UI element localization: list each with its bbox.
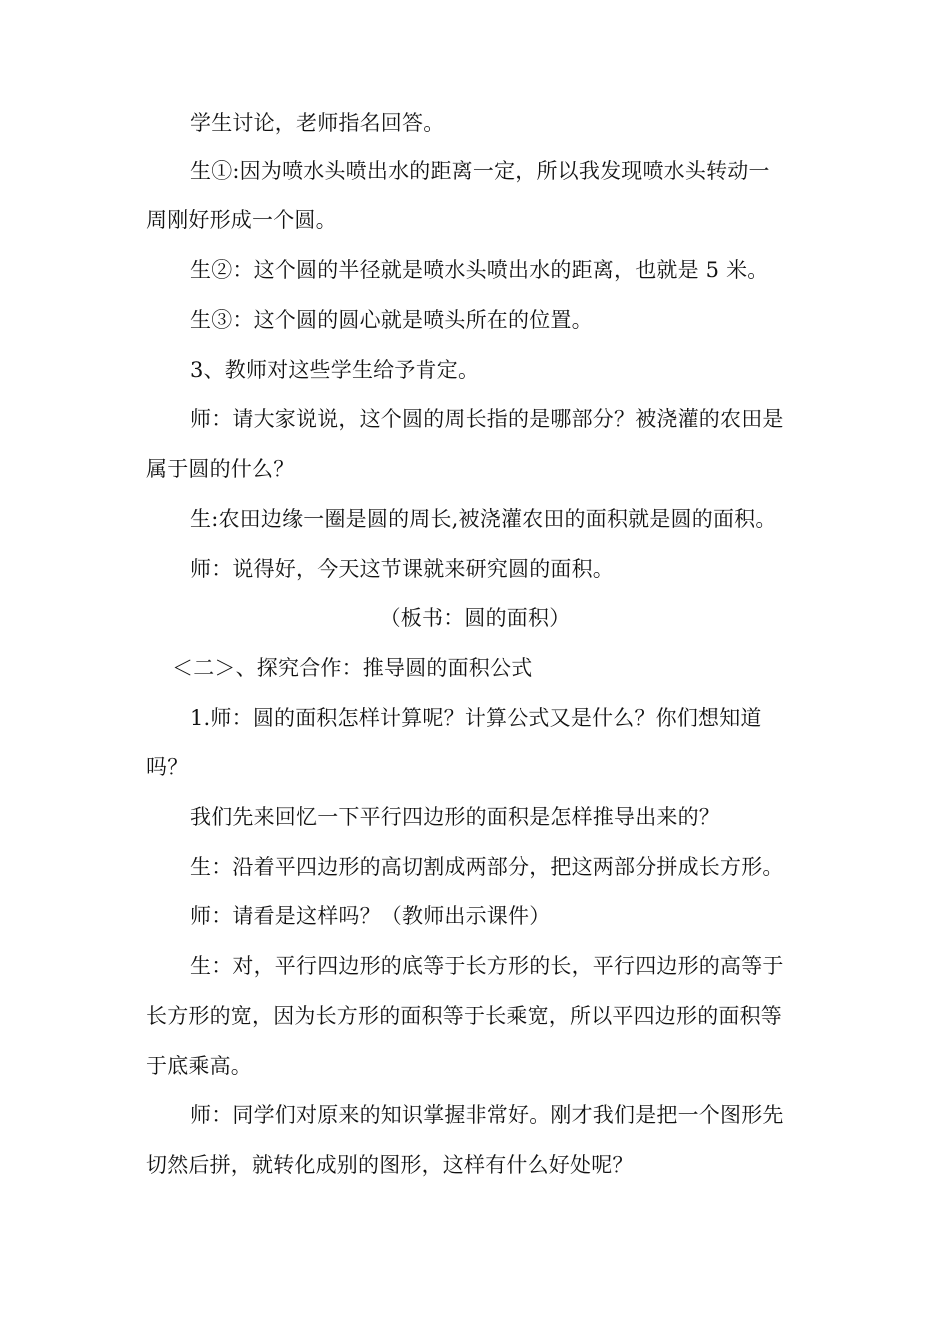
paragraph-line: 3、教师对这些学生给予肯定。 bbox=[190, 358, 480, 382]
paragraph-line: 我们先来回忆一下平行四边形的面积是怎样推导出来的？ bbox=[190, 805, 720, 829]
paragraph-line: 生①:因为喷水头喷出水的距离一定，所以我发现喷水头转动一 bbox=[190, 159, 770, 183]
section-heading: ＜二＞、探究合作：推导圆的面积公式 bbox=[172, 656, 533, 680]
paragraph-line: 师：同学们对原来的知识掌握非常好。刚才我们是把一个图形先 bbox=[190, 1103, 784, 1127]
paragraph-line: 师：请看是这样吗？（教师出示课件） bbox=[190, 904, 551, 928]
paragraph-line: 生③：这个圆的圆心就是喷头所在的位置。 bbox=[190, 308, 593, 332]
paragraph-line: 属于圆的什么？ bbox=[146, 457, 295, 481]
paragraph-line: 于底乘高。 bbox=[146, 1054, 252, 1078]
paragraph-line: 师：说得好，今天这节课就来研究圆的面积。 bbox=[190, 557, 614, 581]
paragraph-line: 学生讨论，老师指名回答。 bbox=[190, 111, 445, 135]
paragraph-line: 1.师：圆的面积怎样计算呢？计算公式又是什么？你们想知道 bbox=[190, 706, 762, 730]
paragraph-line: 吗？ bbox=[146, 755, 189, 779]
paragraph-line: 师：请大家说说，这个圆的周长指的是哪部分？被浇灌的农田是 bbox=[190, 407, 784, 431]
paragraph-line: 长方形的宽，因为长方形的面积等于长乘宽，所以平四边形的面积等 bbox=[146, 1004, 782, 1028]
paragraph-line: 周刚好形成一个圆。 bbox=[146, 208, 337, 232]
paragraph-line: 生:农田边缘一圈是圆的周长,被浇灌农田的面积就是圆的面积。 bbox=[190, 507, 777, 531]
paragraph-line: 生：沿着平四边形的高切割成两部分，把这两部分拼成长方形。 bbox=[190, 855, 784, 879]
paragraph-line: 生：对，平行四边形的底等于长方形的长，平行四边形的高等于 bbox=[190, 954, 784, 978]
paragraph-line: 生②：这个圆的半径就是喷水头喷出水的距离，也就是 5 米。 bbox=[190, 258, 769, 282]
board-writing-note: （板书：圆的面积） bbox=[379, 606, 571, 630]
paragraph-line: 切然后拼，就转化成别的图形，这样有什么好处呢？ bbox=[146, 1153, 634, 1177]
